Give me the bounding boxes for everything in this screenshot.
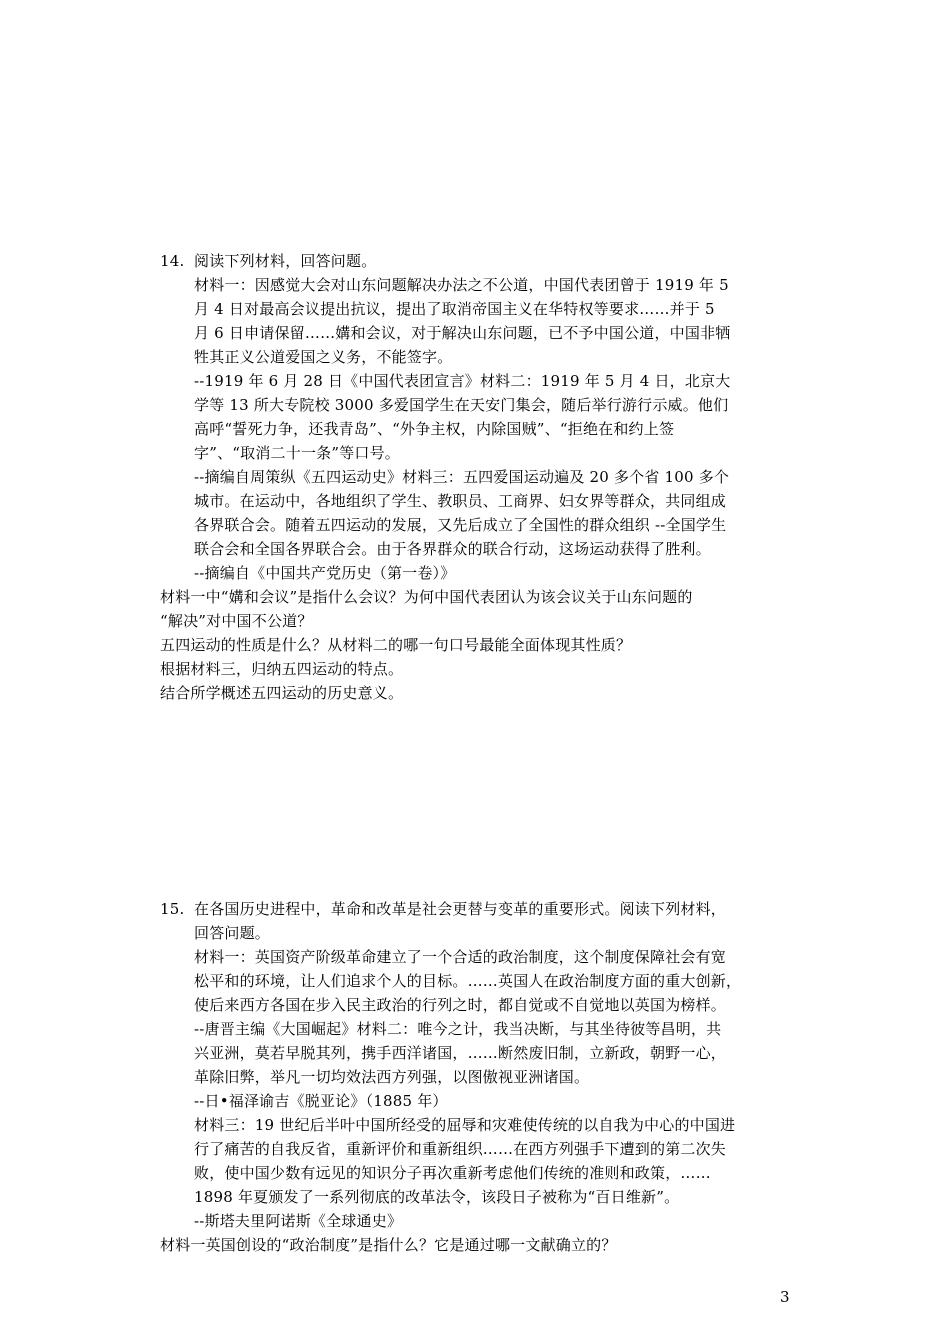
- q14-subquestion: “解决”对中国不公道？: [160, 612, 313, 630]
- q14-material-line: 学等 13 所大专院校 3000 多爱国学生在天安门集会，随后举行游行示威。他们: [194, 396, 729, 414]
- q14-material-line: 联合会和全国各界联合会。由于各界群众的联合行动，这场运动获得了胜利。: [194, 540, 711, 558]
- q15-material-line: 败，使中国少数有远见的知识分子再次重新考虑他们传统的准则和政策，……: [194, 1164, 711, 1182]
- q15-material-line: 行了痛苦的自我反省，重新评价和重新组织……在西方列强手下遭到的第二次失: [194, 1140, 727, 1158]
- q14-material-line: --1919 年 6 月 28 日《中国代表团宣言》材料二：1919 年 5 月 4 日，北京大: [194, 372, 731, 390]
- q14-material-line: 高呼“誓死力争，还我青岛”、“外争主权，内除国贼”、“拒绝在和约上签: [194, 420, 675, 438]
- q14-subquestion: 五四运动的性质是什么？从材料二的哪一句口号最能全面体现其性质？: [160, 636, 632, 654]
- q14-material-line: 各界联合会。随着五四运动的发展，又先后成立了全国性的群众组织 --全国学生: [194, 516, 727, 534]
- q15-material-line: --唐晋主编《大国崛起》材料二：唯今之计，我当决断，与其坐待彼等昌明，共: [194, 1020, 722, 1038]
- q15-material-line: 材料一：英国资产阶级革命建立了一个合适的政治制度，这个制度保障社会有宽: [194, 948, 727, 966]
- q15-subquestion: 材料一英国创设的“政治制度”是指什么？它是通过哪一文献确立的？: [160, 1236, 617, 1254]
- q15-material-line: 兴亚洲，莫若早脱其列，携手西洋诸国，……断然废旧制，立新政，朝野一心，: [194, 1044, 727, 1062]
- q15-material-line: 1898 年夏颁发了一系列彻底的改革法令，该段日子被称为“百日维新”。: [194, 1188, 680, 1206]
- q15-source-line: --日•福泽谕吉《脱亚论》（1885 年）: [194, 1092, 448, 1110]
- question-15-stem: 在各国历史进程中，革命和改革是社会更替与变革的重要形式。阅读下列材料，: [194, 900, 727, 918]
- question-15-number: 15.: [160, 900, 185, 918]
- q14-source-line: --摘编自《中国共产党历史（第一卷）》: [194, 564, 456, 582]
- q14-subquestion: 结合所学概述五四运动的历史意义。: [160, 684, 404, 702]
- q14-material-line: --摘编自周策纵《五四运动史》材料三：五四爱国运动遍及 20 多个省 100 多个: [194, 468, 730, 486]
- q15-material-line: 松平和的环境，让人们追求个人的目标。……英国人在政治制度方面的重大创新，: [194, 972, 742, 990]
- q14-material-line: 字”、“取消二十一条”等口号。: [194, 444, 401, 462]
- q15-material-line: 革除旧弊，举凡一切均效法西方列强，以图傲视亚洲诸国。: [194, 1068, 590, 1086]
- q14-material-line: 月 6 日申请保留……媾和会议，对于解决山东问题，已不予中国公道，中国非牺: [194, 324, 731, 342]
- q15-material-line: 材料三：19 世纪后半叶中国所经受的屈辱和灾难使传统的以自我为中心的中国进: [194, 1116, 736, 1134]
- q14-subquestion: 材料一中“媾和会议”是指什么会议？为何中国代表团认为该会议关于山东问题的: [160, 588, 693, 606]
- q14-material-line: 城市。在运动中，各地组织了学生、教职员、工商界、妇女界等群众，共同组成: [194, 492, 727, 510]
- question-15-stem-cont: 回答问题。: [194, 924, 271, 942]
- q14-material-line: 牲其正义公道爱国之义务，不能签字。: [194, 348, 453, 366]
- q14-material-line: 月 4 日对最高会议提出抗议，提出了取消帝国主义在华特权等要求……并于 5: [194, 300, 715, 318]
- page-number: 3: [780, 1288, 790, 1306]
- q15-source-line: --斯塔夫里阿诺斯《全球通史》: [194, 1212, 403, 1230]
- question-14-number: 14.: [160, 252, 185, 270]
- question-14-stem: 阅读下列材料，回答问题。: [194, 252, 377, 270]
- q14-material-line: 材料一：因感觉大会对山东问题解决办法之不公道，中国代表团曾于 1919 年 5: [194, 276, 729, 294]
- q15-material-line: 使后来西方各国在步入民主政治的行列之时，都自觉或不自觉地以英国为榜样。: [194, 996, 727, 1014]
- q14-subquestion: 根据材料三，归纳五四运动的特点。: [160, 660, 404, 678]
